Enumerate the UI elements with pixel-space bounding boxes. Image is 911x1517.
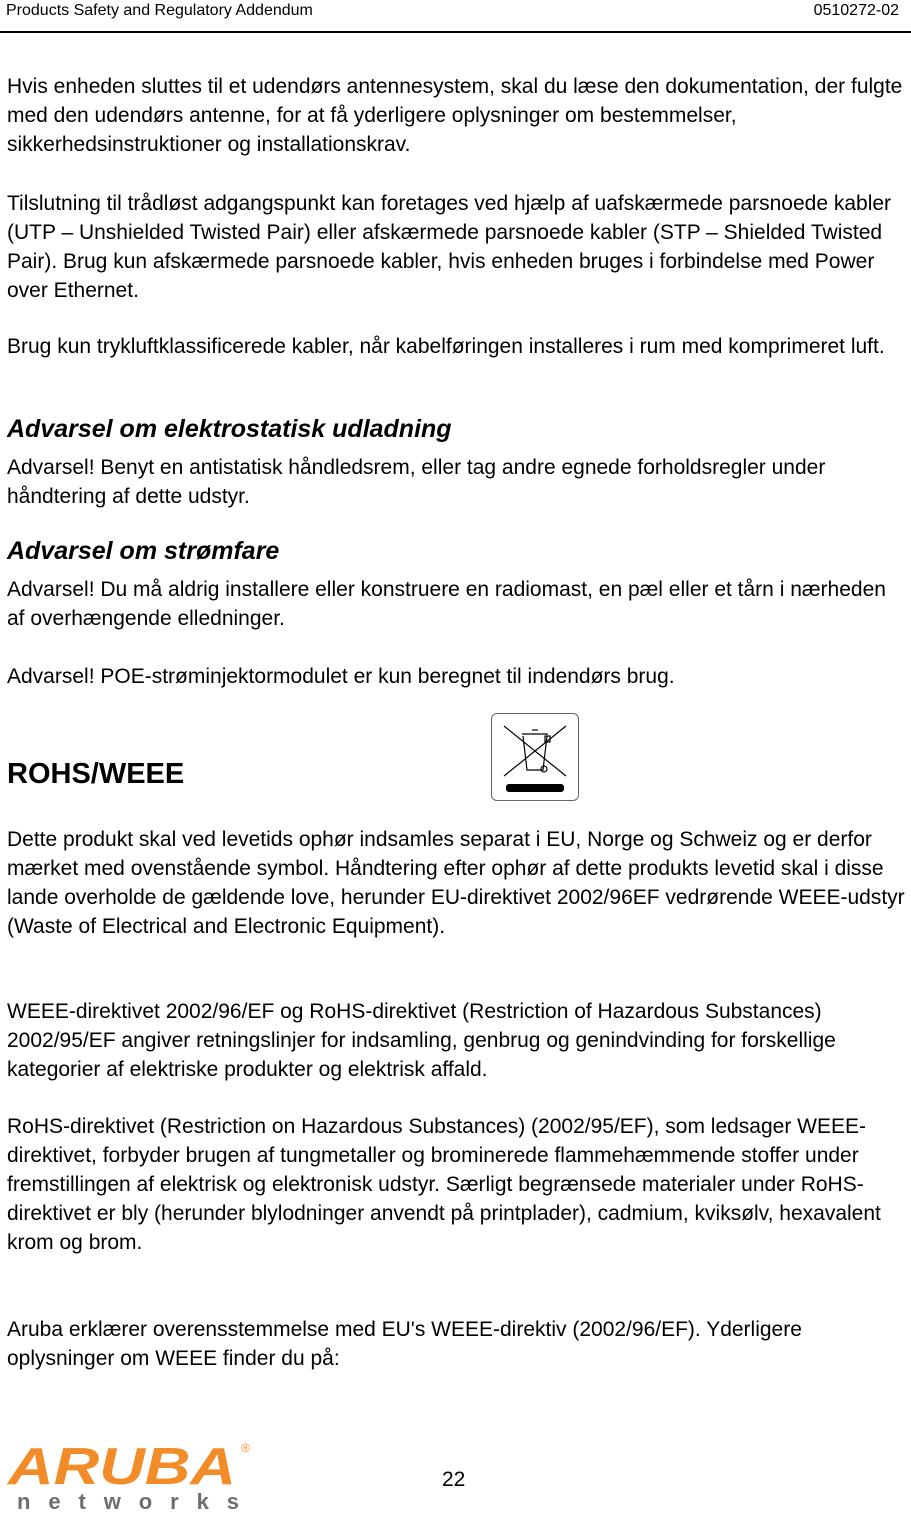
page-number: 22 xyxy=(442,1468,466,1491)
paragraph-rohs-2: WEEE-direktivet 2002/96/EF og RoHS-direktivet (Restriction of Hazardous Substances) 2002/95/EF angiver retningslinjer for indsamling, genbrug og genindvinding for forskellige kategorier af elektriske produkter og elektrisk affald. xyxy=(7,1000,836,1081)
weee-bin-icon xyxy=(491,713,579,801)
header-doc-number: 0510272-02 xyxy=(813,2,899,19)
paragraph-power-1: Advarsel! Du må aldrig installere eller konstruere en radiomast, en pæl eller et tårn i nærheden af overhængende elledninger. xyxy=(7,578,886,630)
page-header xyxy=(0,0,911,33)
paragraph-rohs-4: Aruba erklærer overensstemmelse med EU's WEEE-direktiv (2002/96/EF). Yderligere oplysninger om WEEE finder du på: xyxy=(7,1318,802,1370)
logo-registered-mark: ® xyxy=(241,1441,250,1455)
paragraph-rohs-3: RoHS-direktivet (Restriction on Hazardous Substances) (2002/95/EF), som ledsager WEEE-direktivet, forbyder brugen af tungmetaller og brominerede flammehæmmende stoffer under fremstillingen af elektrisk og elektronisk udstyr. Særligt begrænsede materialer under RoHS-direktivet er bly (herunder blylodninger anvendt på printplader), cadmium, kviksølv, hexavalent krom og brom. xyxy=(7,1115,881,1254)
logo-wordmark: ARUBA xyxy=(5,1438,236,1496)
heading-rohs-weee: ROHS/WEEE xyxy=(7,758,185,790)
paragraph-esd: Advarsel! Benyt en antistatisk håndledsrem, eller tag andre egnede forholdsregler under håndtering af dette udstyr. xyxy=(7,456,826,508)
aruba-networks-logo xyxy=(5,1436,255,1512)
paragraph-power-2: Advarsel! POE-strøminjektormodulet er kun beregnet til indendørs brug. xyxy=(7,665,675,688)
paragraph-rohs-1: Dette produkt skal ved levetids ophør indsamles separat i EU, Norge og Schweiz og er derfor mærket med ovenstående symbol. Håndtering efter ophør af dette produkts levetid skal i disse lande overholde de gældende love, herunder EU-direktivet 2002/96EF vedrørende WEEE-udstyr (Waste of Electrical and Electronic Equipment). xyxy=(7,828,905,938)
paragraph-plenum: Brug kun trykluftklassificerede kabler, når kabelføringen installeres i rum med komprimeret luft. xyxy=(7,335,885,358)
heading-power: Advarsel om strømfare xyxy=(7,537,280,565)
heading-esd: Advarsel om elektrostatisk udladning xyxy=(7,415,452,443)
logo-subtext: networks xyxy=(17,1489,240,1512)
header-title: Products Safety and Regulatory Addendum xyxy=(6,2,313,19)
paragraph-cabling: Tilslutning til trådløst adgangspunkt kan foretages ved hjælp af uafskærmede parsnoede kabler (UTP – Unshielded Twisted Pair) eller afskærmede parsnoede kabler (STP – Shielded Twisted Pair). Brug kun afskærmede parsnoede kabler, hvis enheden bruges i forbindelse med Power over Ethernet. xyxy=(7,192,892,302)
paragraph-antenna: Hvis enheden sluttes til et udendørs antennesystem, skal du læse den dokumentation, der fulgte med den udendørs antenne, for at få yderligere oplysninger om bestemmelser, sikkerhedsinstruktioner og installationskrav. xyxy=(7,75,903,156)
